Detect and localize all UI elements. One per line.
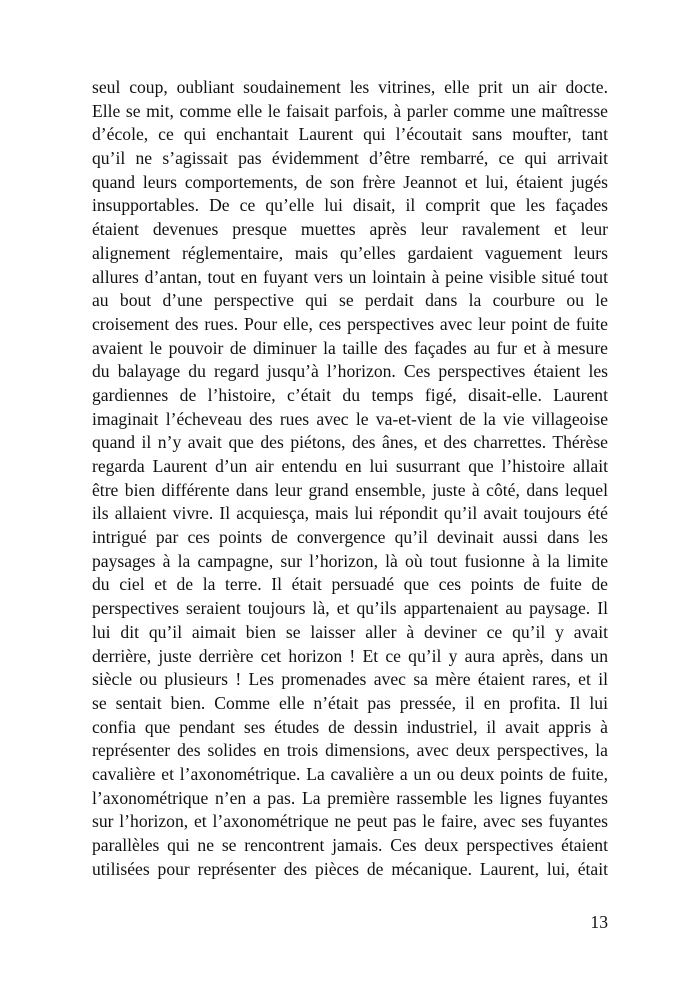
text-line: quand leurs comportements, de son frère Jeannot et lui, étaient jugés (92, 171, 608, 192)
text-line: être bien différente dans leur grand ensemble, juste à côté, dans lequel (92, 479, 608, 500)
page-number: 13 (590, 912, 608, 932)
text-line: perspectives seraient toujours là, et qu’ils appartenaient au paysage. Il (92, 598, 608, 619)
text-line: utilisées pour représenter des pièces de mécanique. Laurent, lui, était (92, 858, 608, 879)
text-line: d’école, ce qui enchantait Laurent qui l’écoutait sans moufter, tant (92, 124, 608, 145)
text-line: au bout d’une perspective qui se perdait dans la courbure ou le (92, 290, 608, 311)
text-line: insupportables. De ce qu’elle lui disait, il comprit que les façades (92, 195, 608, 216)
text-line: se sentait bien. Comme elle n’était pas pressée, il en profita. Il lui (92, 692, 608, 713)
text-line: l’axonométrique n’en a pas. La première rassemble les lignes fuyantes (92, 787, 608, 808)
text-line: allures d’antan, tout en fuyant vers un lointain à peine visible situé tout (92, 266, 608, 287)
text-line: paysages à la campagne, sur l’horizon, là où tout fusionne à la limite (92, 550, 608, 571)
text-line: alignement réglementaire, mais qu’elles gardaient vaguement leurs (92, 242, 608, 263)
text-line: qu’il ne s’agissait pas évidemment d’être rembarré, ce qui arrivait (92, 148, 608, 169)
text-line: représenter des solides en trois dimensions, avec deux perspectives, la (92, 740, 608, 761)
text-line: derrière, juste derrière cet horizon ! Et ce qu’il y aura après, dans un (92, 645, 608, 666)
text-line: cavalière et l’axonométrique. La cavalière a un ou deux points de fuite, (92, 763, 608, 784)
text-line: lui dit qu’il aimait bien se laisser aller à deviner ce qu’il y avait (92, 621, 608, 642)
text-line: intrigué par ces points de convergence qu’il devinait aussi dans les (92, 527, 608, 548)
body-text (92, 76, 608, 881)
text-line: gardiennes de l’histoire, c’était du temps figé, disait-elle. Laurent (92, 384, 608, 405)
text-line: croisement des rues. Pour elle, ces perspectives avec leur point de fuite (92, 313, 608, 334)
text-line: parallèles qui ne se rencontrent jamais. Ces deux perspectives étaient (92, 835, 608, 855)
text-line: imaginait l’écheveau des rues avec le va-et-vient de la vie villageoise (92, 408, 608, 429)
text-line: sur l’horizon, et l’axonométrique ne peut pas le faire, avec ses fuyantes (92, 811, 608, 832)
text-line: ils allaient vivre. Il acquiesça, mais lui répondit qu’il avait toujours été (92, 503, 608, 524)
text-line: quand il n’y avait que des piétons, des ânes, et des charrettes. Thérèse (92, 432, 608, 453)
text-line: avaient le pouvoir de diminuer la taille des façades au fur et à mesure (92, 337, 608, 358)
text-line: du balayage du regard jusqu’à l’horizon. Ces perspectives étaient les (92, 361, 608, 382)
text-line: regarda Laurent d’un air entendu en lui susurrant que l’histoire allait (92, 456, 608, 476)
text-line: siècle ou plusieurs ! Les promenades avec sa mère étaient rares, et il (92, 669, 608, 690)
text-line: du ciel et de la terre. Il était persuadé que ces points de fuite de (92, 574, 608, 595)
text-line: étaient devenues presque muettes après leur ravalement et leur (92, 219, 608, 240)
text-line: confia que pendant ses études de dessin industriel, il avait appris à (92, 716, 608, 737)
text-line: seul coup, oubliant soudainement les vitrines, elle prit un air docte. (92, 77, 608, 97)
text-line: Elle se mit, comme elle le faisait parfois, à parler comme une maîtresse (92, 100, 608, 121)
